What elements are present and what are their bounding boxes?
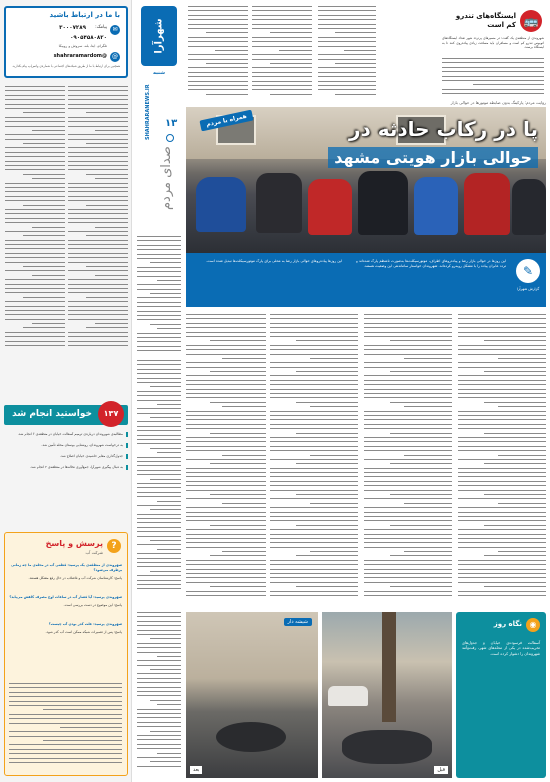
brand-name: شهرآرا — [153, 18, 165, 54]
motorcycle — [196, 177, 246, 232]
motorcycle — [358, 171, 408, 235]
followup-title: خواستید انجام شد — [12, 409, 92, 419]
site-url: SHAHRARANEWS.IR — [145, 84, 151, 140]
contact-box — [4, 6, 128, 78]
qa-list — [9, 563, 122, 635]
followup-header — [4, 405, 128, 425]
view-of-day-box — [456, 612, 546, 778]
top-story-col-2 — [252, 6, 312, 98]
lead-intro-side: این روزها پیاده‌روهای حوالی بازار رضا به محلی برای پارک موتورسیکلت‌ها تبدیل شده است. — [206, 259, 342, 263]
reporter-name: گزارش شهرآرا — [516, 287, 540, 291]
left-mid-col — [137, 236, 181, 356]
contact-note: همچنین برای ارتباط با ما از طریق شبکه‌های اجتماعی با شماره‌ی واتس‌اپ پیام بگذارید. — [11, 64, 120, 68]
motorcycle — [512, 179, 546, 235]
motorcycle — [308, 179, 352, 235]
sms-number[interactable]: ۳۰۰۰۷۲۸۹ — [59, 25, 86, 31]
brand-logo — [141, 6, 177, 66]
lead-title-1: پا در رکاب حادثه در — [348, 117, 538, 141]
body-col-4 — [186, 314, 266, 604]
lead-title-2: حوالی بازار هویتی مشهد — [328, 147, 538, 168]
lead-photo — [186, 107, 546, 253]
lead-intro: این روزها در حوالی بازار رضا و پیاده‌روهای اطراف، موتورسیکلت‌ها به‌صورت نامنظم پارک شده‌اند و تردد عابران پیاده را با مشکل روبه‌رو کرده‌اند. شهروندان خواستار ساماندهی این وضعیت هستند. — [356, 259, 506, 268]
body-col-3 — [270, 314, 358, 604]
view-of-day-label: نگاه روز — [493, 620, 522, 628]
top-story-body: شهروندی از منطقه‌ی یک گفت: در مسیرهای پرتردد شهر تعداد ایستگاه‌های اتوبوس تندرو کم است و مسافران باید مسافت زیادی پیاده‌روی کنند تا به ایستگاه برسند. — [442, 36, 544, 50]
body-col-1 — [458, 314, 546, 604]
photo-after-label: بعد — [190, 766, 202, 774]
sidebar-text-col-left — [5, 86, 65, 354]
photo-pothole — [216, 722, 286, 752]
photo-before — [322, 612, 452, 778]
motorcycle — [256, 173, 302, 233]
left-mid-col-lower — [137, 360, 181, 600]
photo-before-label: قبل — [434, 766, 448, 774]
motorcycle — [414, 177, 458, 235]
page-divider-icon — [166, 134, 174, 142]
qa-extra-lines — [9, 683, 122, 771]
sidebar-text-col-right — [68, 86, 128, 354]
qa-question: شهروندی پرسید: آیا فشار آب در ساعات اوج مصرف کاهش می‌یابد؟ — [9, 595, 122, 599]
qa-answer: پاسخ: پس از تعمیرات شبکه ممکن است آب کدر شود. — [45, 630, 122, 634]
qa-question: شهروندی پرسید: علت کدر بودن آب چیست؟ — [48, 622, 122, 626]
photo-broken-curb — [342, 730, 432, 764]
whatsapp-number[interactable]: ۰۹۰۵۴۵۸۰۸۲۰ — [70, 35, 107, 41]
camera-icon: ◉ — [526, 618, 540, 632]
followup-item: به دنبال پیگیری شهرآرا، جمع‌آوری نخاله‌ها در منطقه‌ی ۲ انجام شد. — [4, 465, 128, 470]
page-number: ۱۳ — [165, 118, 178, 129]
view-of-day-text: آسفالت فرسوده‌ی خیابان و جدول‌های تخریب‌شده در یکی از محله‌های شهر، رفت‌وآمد شهروندان را دشوار کرده است. — [462, 640, 540, 656]
top-story-title: ایستگاه‌های تندرو کم است — [455, 12, 516, 29]
section-name: صدای مردم — [159, 146, 174, 210]
qa-answer: پاسخ: این موضوع در دست بررسی است. — [63, 603, 122, 607]
day-label: شنبه — [152, 70, 166, 76]
photo-after — [186, 612, 318, 778]
masthead-strip — [137, 0, 181, 230]
qa-question: شهروندی از منطقه‌ی یک پرسید: قطعی آب در محله‌ی ما چه زمانی برطرف می‌شود؟ — [11, 563, 122, 572]
lead-caption: روایت مردم: پارکینگ بدون ضابطه موتورها در حوالی بازار — [450, 100, 546, 105]
top-story-col-3 — [188, 6, 248, 98]
left-mid-col-bottom — [137, 612, 181, 776]
qa-icon: ? — [107, 539, 121, 553]
email-address[interactable]: shahraramardom@ — [53, 53, 107, 59]
qa-title: پرسش و پاسخ — [45, 539, 103, 548]
motorcycle — [464, 173, 510, 235]
qa-answer: پاسخ: کارشناسان شرکت آب و فاضلاب در حال رفع مشکل هستند. — [28, 576, 122, 580]
social-label: تلگرام، ایتا، بله، سروش و روبیکا — [58, 44, 107, 48]
followup-item: به درخواست شهروندان، روشنایی بوستان محله تأمین شد. — [4, 443, 128, 448]
followup-item: جدول‌گذاری معابر حاشیه‌ی خیابان اصلاح شد. — [4, 454, 128, 459]
bus-icon: 🚌 — [520, 10, 542, 32]
photo-car — [328, 686, 368, 706]
top-story-col-4 — [442, 58, 544, 98]
phone-label: پیامک: — [95, 25, 107, 30]
lead-badge: همراه با مردم — [199, 110, 253, 132]
contact-title: با ما در ارتباط باشید — [49, 11, 120, 19]
photo-tree — [382, 612, 396, 722]
lead-intro-bar — [186, 253, 546, 307]
email-icon: @ — [112, 53, 118, 60]
top-story-col-1 — [318, 6, 376, 98]
photo-tag: شیشه دار — [284, 618, 312, 626]
reporter-avatar: ✎ — [516, 259, 540, 283]
qa-box — [4, 532, 128, 776]
body-col-2 — [364, 314, 452, 604]
qa-subtitle: شرکت آب — [85, 550, 103, 555]
followup-list — [4, 432, 128, 520]
followup-count: ۱۳۷ — [98, 401, 124, 427]
followup-item: مطالبه‌ی شهروندان درباره‌ی ترمیم آسفالت خیابان در منطقه‌ی ۶ انجام شد. — [4, 432, 128, 437]
phone-icon: ✉ — [110, 25, 120, 35]
